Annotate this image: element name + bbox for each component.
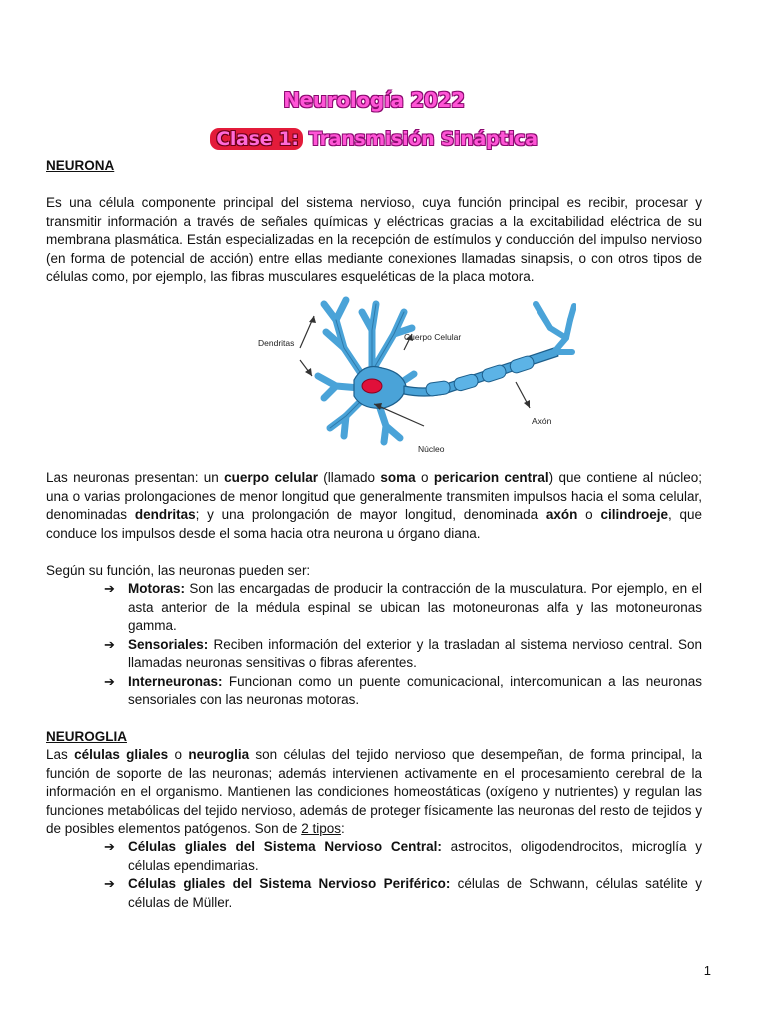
neuron-diagram — [254, 290, 576, 460]
term-cuerpo-celular: cuerpo celular — [224, 470, 318, 485]
list-item-desc: Funcionan como un puente comunicacional, intercomunican a las neuronas sensoriales con las neuronas motoras. — [128, 673, 702, 707]
list-item — [104, 875, 702, 912]
section-heading-neuroglia: NEUROGLIA — [46, 729, 127, 744]
text-run: Las neuronas presentan: un — [46, 470, 225, 485]
term-celulas-gliales: células gliales — [74, 747, 169, 762]
arrow-right-icon: ➔ — [104, 839, 115, 854]
text-run: : — [340, 821, 345, 836]
list-item-desc: astrocitos, oligodendrocitos, microglía y células ependimarias. — [128, 839, 703, 873]
text-run: Las — [46, 747, 75, 762]
text-run: ; y una prolongación de mayor longitud, denominada — [195, 507, 546, 522]
term-pericarion: pericarion central — [433, 470, 549, 485]
list-item-term: Sensoriales: — [128, 636, 209, 652]
class-topic: Transmisión Sináptica — [302, 128, 538, 150]
label-dendritas: Dendritas — [258, 338, 295, 348]
text-run: o — [168, 747, 189, 762]
list-item-term: Motoras: — [128, 581, 185, 596]
section-heading-neurona: NEURONA — [46, 158, 115, 173]
list-item-term: Células gliales del Sistema Nervioso Central: — [128, 839, 442, 854]
list-item-desc: células de Schwann, células satélite y células de Müller. — [128, 876, 702, 910]
arrow-right-icon: ➔ — [104, 876, 115, 891]
text-run: (llamado — [317, 470, 381, 485]
arrow-right-icon: ➔ — [104, 636, 115, 652]
term-axon: axón — [545, 507, 578, 522]
text-run: ) que contiene al núcleo; una o varias prolongaciones de menor longitud que generalmente transmiten impulsos hacia el soma celular, denominadas — [46, 470, 703, 522]
document-title: Neurología 2022 — [283, 88, 465, 112]
list-item — [104, 636, 702, 673]
text-run: , que conduce los impulsos desde el soma hacia otra neurona u órgano diana. — [46, 507, 703, 541]
list-item — [104, 838, 702, 875]
term-cilindroeje: cilindroeje — [600, 507, 668, 522]
neurona-structure-paragraph — [46, 469, 702, 543]
underlined-2-tipos: 2 tipos — [301, 821, 341, 836]
class-subtitle — [46, 128, 702, 150]
term-dendritas: dendritas — [134, 507, 196, 522]
text-run: son células del tejido nervioso que desempeñan, de forma principal, la función de soporte de las neuronas; además intervienen activamente en el procesamiento cerebral de la información en el organismo. Mantienen las condiciones homeostáticas (oxígeno y nutrientes) y regulan las funciones metabólicas del tejido nervioso, además de proteger físicamente las neuronas del resto de tejidos y de posibles elementos patógenos. Son de — [46, 747, 702, 836]
arrow-right-icon: ➔ — [104, 673, 115, 689]
list-item-term: Interneuronas: — [128, 673, 223, 689]
list-item-desc: Son las encargadas de producir la contracción de la musculatura. Por ejemplo, en el asta anterior de la médula espinal se ubican las motoneuronas alfa y las motoneuronas gamma. — [128, 581, 702, 633]
term-soma: soma — [380, 470, 416, 485]
nucleus-shape — [362, 379, 382, 393]
neurona-types-intro: Según su función, las neuronas pueden ser: — [46, 563, 311, 578]
neurona-intro-paragraph: Es una célula componente principal del sistema nervioso, cuya función principal es recibir, procesar y transmitir información a través de señales químicas y eléctricas gracias a la excitabilidad eléctrica de su membrana plasmática. Están especializadas en la recepción de estímulos y conducción del impulso nervioso (en forma de potencial de acción) entre ellas mediante conexiones llamadas sinapsis, o con otros tipos de células como, por ejemplo, las fibras musculares esqueléticas de la placa motora. — [46, 195, 702, 284]
page-number: 1 — [703, 963, 711, 978]
label-cuerpo-celular: Cuerpo Celular — [404, 332, 462, 342]
class-label: Clase 1: — [210, 128, 303, 150]
list-item — [104, 580, 702, 636]
text-run: o — [415, 470, 434, 485]
neurona-types-list — [104, 580, 702, 710]
list-item-desc: Reciben información del exterior y la trasladan al sistema nervioso central. Son llamadas neuronas sensitivas o fibras aferentes. — [128, 636, 702, 670]
label-axon: Axón — [532, 416, 552, 426]
neuroglia-types-list — [104, 838, 702, 912]
term-neuroglia: neuroglia — [188, 747, 250, 762]
neuroglia-paragraph — [46, 746, 702, 839]
list-item-term: Células gliales del Sistema Nervioso Periférico: — [128, 876, 451, 891]
text-run: o — [577, 507, 601, 522]
arrow-right-icon: ➔ — [104, 581, 115, 596]
label-nucleo: Núcleo — [418, 444, 445, 454]
list-item — [104, 673, 702, 710]
